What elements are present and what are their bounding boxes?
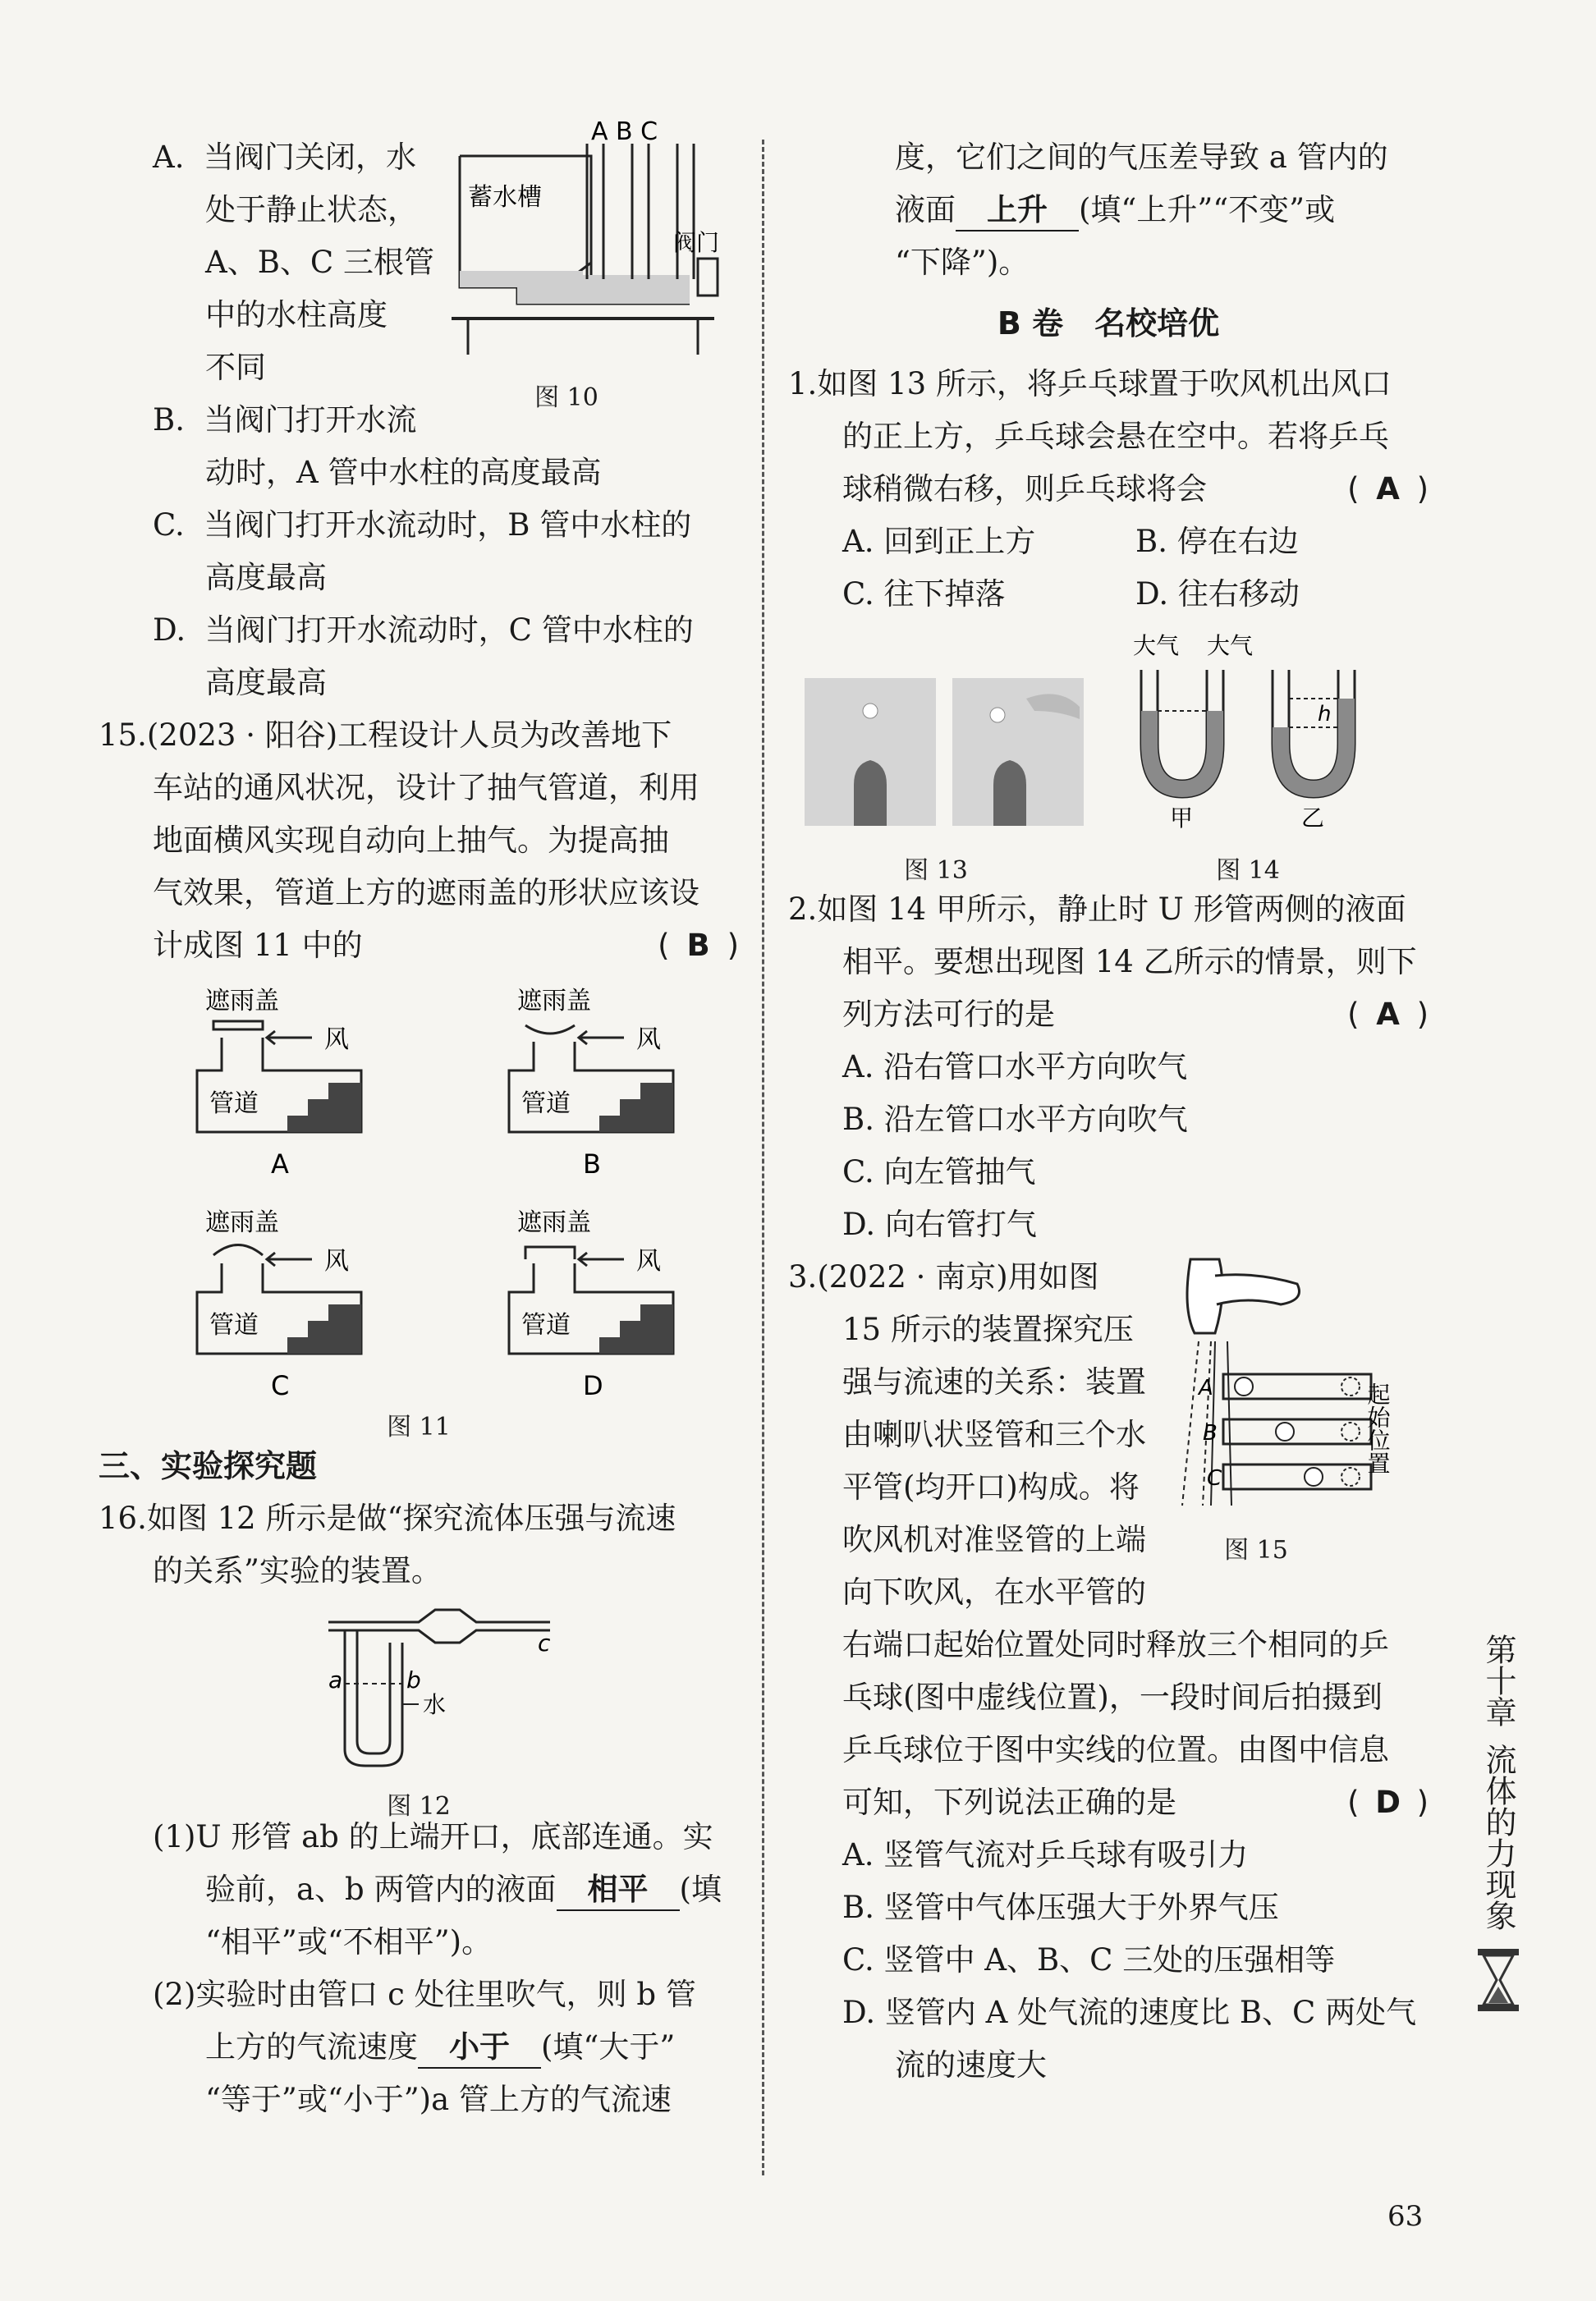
svg-text:h: h xyxy=(1318,702,1332,727)
svg-text:C: C xyxy=(271,1370,290,1401)
q15-answer: ( B ) xyxy=(658,928,739,963)
hourglass-icon xyxy=(1474,1947,1523,2013)
q14-option-b: B. 当阀门打开水流 xyxy=(153,402,417,438)
b-q3-stem: 3.(2022 · 南京)用如图 xyxy=(788,1259,1099,1295)
b-q2-option-c: C. 向左管抽气 xyxy=(842,1154,1036,1189)
valve-label: 阀门 xyxy=(673,229,720,256)
q16-part2: (2)实验时由管口 c 处往里吹气，则 b 管 xyxy=(153,1977,696,2012)
svg-text:遮雨盖: 遮雨盖 xyxy=(517,987,591,1015)
svg-text:a: a xyxy=(328,1666,343,1694)
right-column: 度，它们之间的气压差导致 a 管内的 液面 上升 (填“上升”“不变”或 “下降”)。 B 卷 名校培优 1.如图 13 所示，将乒乓球置于吹风机出风口 的正上方，乒乓球会悬在空中。若将乒乓 球稍微右移，则乒乓球将会 ( A ) A. 回到正上方 B. 停在右边 C. 往下掉落 D. 往右移动 图 13 大气 大气 h 甲 乙 图 14 2.如图 14 甲所示，静止时 U 形管两侧的液面 相平。要想出现图 14 乙所示的情景，则下 列方法可行的是 ( A ) A. 沿右管口水平方向吹气 B. 沿左管口水平方向吹气 C. 向左管抽气 D. 向右管打气 3.(2022 · 南京)用如图 15 所示的装置探究压 强与流速的关系：装置 由喇叭状竖管和三个水 平管(均开口)构成。将 吹风机对准竖管的上端 向下吹风，在水平管的 A B C 起始位置 图 15 右端口起始位置处同时释放三个相同的乒 乓球(图中虚线位置)，一段时间后拍摄到 乒乓球位于图中实线的位置。由图中信息 可知，下列说法正确的是 ( D ) A. 竖管气流对乒乓球有吸引力 B. 竖管中气体压强大于外界气压 C. 竖管中 A、B、C 三处的压强相等 D. 竖管内 A 处气流的速度比 B、C 两处气 流的速度大 xyxy=(788,140,1429,2083)
q14-block: A. 当阀门关闭，水 处于静止状态， A、B、C 三根管 中的水柱高度 不同 蓄水槽 阀门 A B C 图 10 xyxy=(99,131,739,394)
svg-text:遮雨盖: 遮雨盖 xyxy=(205,1208,279,1237)
q16-part2-liquid-answer: 上升 xyxy=(956,190,1079,231)
svg-text:管道: 管道 xyxy=(521,1089,571,1118)
q16-part1-answer: 相平 xyxy=(557,1870,680,1911)
figure-13-caption: 图 13 xyxy=(904,856,968,885)
q16-part1: (1)U 形管 ab 的上端开口，底部连通。实 xyxy=(153,1819,713,1854)
page-number: 63 xyxy=(1387,2200,1424,2233)
figure-13 xyxy=(788,629,1117,883)
figure-13-photos xyxy=(788,629,1117,834)
svg-text:C: C xyxy=(1207,1466,1222,1491)
svg-text:大气: 大气 xyxy=(1133,632,1180,659)
b-q2-answer: ( A ) xyxy=(1347,997,1429,1032)
q15-stem: 15.(2023 · 阳谷)工程设计人员为改善地下 xyxy=(99,717,672,753)
b-q2-stem: 2.如图 14 甲所示，静止时 U 形管两侧的液面 xyxy=(788,892,1406,927)
figure-11-caption: 图 11 xyxy=(387,1413,451,1442)
q14-option-d: D. 当阀门打开水流动时，C 管中水柱的 xyxy=(153,612,694,648)
q16-part2-answer: 小于 xyxy=(418,2028,541,2069)
svg-text:遮雨盖: 遮雨盖 xyxy=(517,1208,591,1237)
figure-10-diagram xyxy=(452,117,731,361)
b-q2-option-d: D. 向右管打气 xyxy=(842,1207,1037,1242)
chapter-title: 流体的力现象 xyxy=(1480,1744,1516,1931)
tank-label: 蓄水槽 xyxy=(468,183,542,212)
column-divider xyxy=(762,140,764,2175)
svg-text:遮雨盖: 遮雨盖 xyxy=(205,987,279,1015)
b-q1-stem: 1.如图 13 所示，将乒乓球置于吹风机出风口 xyxy=(788,366,1392,401)
svg-text:B: B xyxy=(583,1148,601,1180)
svg-text:b: b xyxy=(406,1666,421,1694)
panel-d xyxy=(509,1208,673,1401)
svg-text:大气: 大气 xyxy=(1207,632,1254,659)
b-q3-block: 3.(2022 · 南京)用如图 15 所示的装置探究压 强与流速的关系：装置 由喇叭状竖管和三个水 平管(均开口)构成。将 吹风机对准竖管的上端 向下吹风，在水平管的 A B C 起始位置 图 15 xyxy=(788,1251,1429,1619)
b-q2-option-a: A. 沿右管口水平方向吹气 xyxy=(842,1049,1188,1084)
panel-b xyxy=(509,987,673,1180)
svg-text:A: A xyxy=(1199,1376,1213,1400)
figure-12-diagram xyxy=(99,1597,739,1770)
svg-text:风: 风 xyxy=(636,1247,661,1276)
svg-text:管道: 管道 xyxy=(521,1311,571,1340)
b-q3-option-b: B. 竖管中气体压强大于外界气压 xyxy=(842,1890,1279,1925)
q16-stem: 16.如图 12 所示是做“探究流体压强与流速 xyxy=(99,1501,676,1536)
figure-12-caption: 图 12 xyxy=(387,1792,451,1821)
b-q3-option-a: A. 竖管气流对乒乓球有吸引力 xyxy=(842,1837,1249,1872)
section-3-heading: 三、实验探究题 xyxy=(99,1448,318,1484)
figure-10-caption: 图 10 xyxy=(534,383,598,412)
panel-a xyxy=(197,987,361,1180)
figure-14-diagram xyxy=(1117,629,1429,834)
figure-15-diagram xyxy=(1166,1243,1412,1514)
q14-option-a: A. 当阀门关闭，水 xyxy=(153,140,417,175)
figure-14-caption: 图 14 xyxy=(1216,856,1280,885)
svg-text:乙: 乙 xyxy=(1301,804,1325,832)
q14-option-c: C. 当阀门打开水流动时，B 管中水柱的 xyxy=(153,507,692,543)
svg-text:风: 风 xyxy=(324,1247,349,1276)
b-q3-option-d: D. 竖管内 A 处气流的速度比 B、C 两处气 xyxy=(842,1995,1417,2030)
b-q1-option-c: C. 往下掉落 xyxy=(842,576,1006,612)
svg-text:水: 水 xyxy=(423,1691,447,1718)
figure-14 xyxy=(1117,629,1429,883)
b-q1-answer: ( A ) xyxy=(1347,471,1429,506)
svg-text:A: A xyxy=(271,1148,289,1180)
figure-10 xyxy=(452,117,731,419)
figures-13-14 xyxy=(788,629,1429,883)
figure-11 xyxy=(99,980,739,1440)
svg-text:风: 风 xyxy=(636,1025,661,1054)
figure-11-diagram xyxy=(99,980,739,1401)
left-column: A. 当阀门关闭，水 处于静止状态， A、B、C 三根管 中的水柱高度 不同 蓄水槽 阀门 A B C 图 10 B. 当阀门打开水流 动时，A 管中水柱的高度最高 C. 当阀门打开水流动时，B 管中水柱的 高度最高 D. 当阀门打开水流动时，C 管中水柱的 高度最高 15.(2023 · 阳谷)工程设计人员为改善地下 车站的通风状况，设计了抽气管道，利用 地面横风实现自动向上抽气。为提高抽 气效果，管道上方的遮雨盖的形状应该设 计成图 11 中的 ( B ) 遮雨盖 风 管道 A 遮雨盖 风 管道 B 遮雨盖 风 管道 C 遮雨盖 风 管道 D 图 11 三、实验探究题 16.如图 12 所示是做“探究流体压强与流速 的关系”实验的装置。 a b c 水 图 12 (1)U 形管 ab 的上端开口，底部连通。实 验前，a、b 两管内的液面 相平 (填 “相平”或“不相平”)。 (2)实验时由管口 c 处往里吹气，则 b 管 上方的气流速度 小于 (填“大于” “等于”或“小于”)a 管上方的气流速 xyxy=(99,117,739,2117)
svg-text:管道: 管道 xyxy=(209,1089,259,1118)
svg-text:c: c xyxy=(538,1629,551,1657)
b-q3-option-c: C. 竖管中 A、B、C 三处的压强相等 xyxy=(842,1942,1336,1978)
b-q3-answer: ( D ) xyxy=(1347,1785,1429,1820)
tube-labels: A B C xyxy=(591,117,658,146)
b-q2-option-b: B. 沿左管口水平方向吹气 xyxy=(842,1102,1188,1137)
svg-text:风: 风 xyxy=(324,1025,349,1054)
svg-text:B: B xyxy=(1203,1421,1218,1446)
svg-text:甲: 甲 xyxy=(1170,804,1194,832)
panel-c xyxy=(197,1208,361,1401)
b-q1-option-a: A. 回到正上方 xyxy=(842,524,1036,559)
b-q1-option-d: D. 往右移动 xyxy=(1135,576,1300,612)
chapter-side-tab xyxy=(1461,1634,1535,2021)
section-b-heading: B 卷 名校培优 xyxy=(997,305,1220,341)
svg-text:D: D xyxy=(583,1370,603,1401)
chapter-number: 第十章 xyxy=(1480,1634,1516,1727)
svg-text:起始位置: 起始位置 xyxy=(1364,1382,1392,1474)
b-q1-option-b: B. 停在右边 xyxy=(1135,524,1299,559)
figure-15-caption: 图 15 xyxy=(1224,1536,1288,1565)
figure-12 xyxy=(99,1597,739,1821)
figure-15 xyxy=(1166,1243,1412,1571)
svg-text:管道: 管道 xyxy=(209,1311,259,1340)
